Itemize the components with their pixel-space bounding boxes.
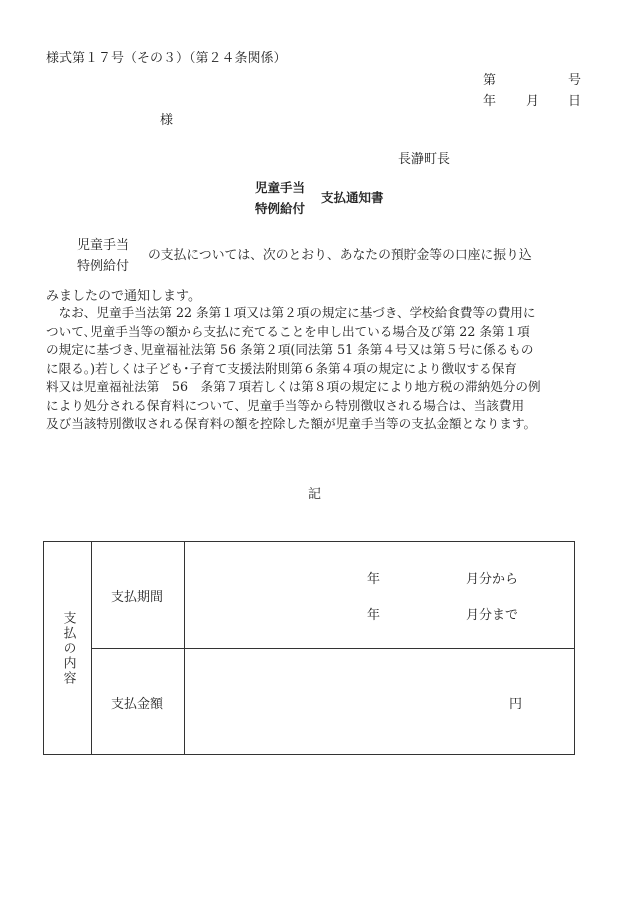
note-line: 料又は児童福祉法第 56 条第７項若しくは第８項の規定により地方税の滞納処分の例 bbox=[46, 379, 541, 394]
title-line2: 特例給付 bbox=[255, 201, 306, 216]
intro-text2: みましたので通知します。 bbox=[46, 289, 201, 304]
sender: 長瀞町長 bbox=[398, 152, 451, 167]
intro-label2: 特例給付 bbox=[77, 259, 130, 274]
to-year: 年 bbox=[367, 608, 381, 623]
doc-number-dai: 第 bbox=[483, 73, 497, 88]
table-divider bbox=[91, 648, 574, 649]
note-line: に限る｡)若しくは子ども･子育て支援法附則第６条第４項の規定により徴収する保育 bbox=[46, 360, 517, 376]
date-year: 年 bbox=[483, 94, 497, 109]
from-year: 年 bbox=[367, 572, 381, 587]
addressee-suffix: 様 bbox=[160, 113, 174, 128]
note-line: の規定に基づき､児童福祉法第 56 条第２項(同法第 51 条第４号又は第５号に係るもの bbox=[46, 342, 534, 357]
title-suffix: 支払通知書 bbox=[321, 190, 384, 205]
date-day: 日 bbox=[568, 94, 582, 109]
period-label: 支払期間 bbox=[111, 590, 164, 605]
from-month: 月分から bbox=[466, 572, 519, 587]
amount-label: 支払金額 bbox=[111, 697, 164, 712]
note-line: により処分される保育料について、児童手当等から特別徴収される場合は、当該費用 bbox=[46, 397, 525, 413]
yen-unit: 円 bbox=[509, 697, 523, 712]
intro-label1: 児童手当 bbox=[77, 238, 130, 253]
date-month: 月 bbox=[526, 94, 540, 109]
intro-text1: の支払については、次のとおり、あなたの預貯金等の口座に振り込 bbox=[148, 248, 532, 263]
group-label: 支払の内容 bbox=[60, 610, 76, 686]
note-paragraph bbox=[46, 304, 591, 434]
note-line: 及び当該特別徴収される保育料の額を控除した額が児童手当等の支払金額となります。 bbox=[46, 416, 537, 431]
ki-heading: 記 bbox=[308, 487, 322, 502]
to-month: 月分まで bbox=[466, 608, 519, 623]
note-line: なお、児童手当法第 22 条第１項又は第２項の規定に基づき、学校給食費等の費用に bbox=[46, 305, 536, 320]
payment-table bbox=[43, 541, 575, 755]
title-line1: 児童手当 bbox=[255, 180, 306, 195]
form-number: 様式第１７号（その３）（第２４条関係） bbox=[46, 51, 287, 66]
note-line: ついて､児童手当等の額から支払に充てることを申し出ている場合及び第 22 条第１項 bbox=[46, 323, 530, 339]
doc-number-go: 号 bbox=[568, 73, 582, 88]
